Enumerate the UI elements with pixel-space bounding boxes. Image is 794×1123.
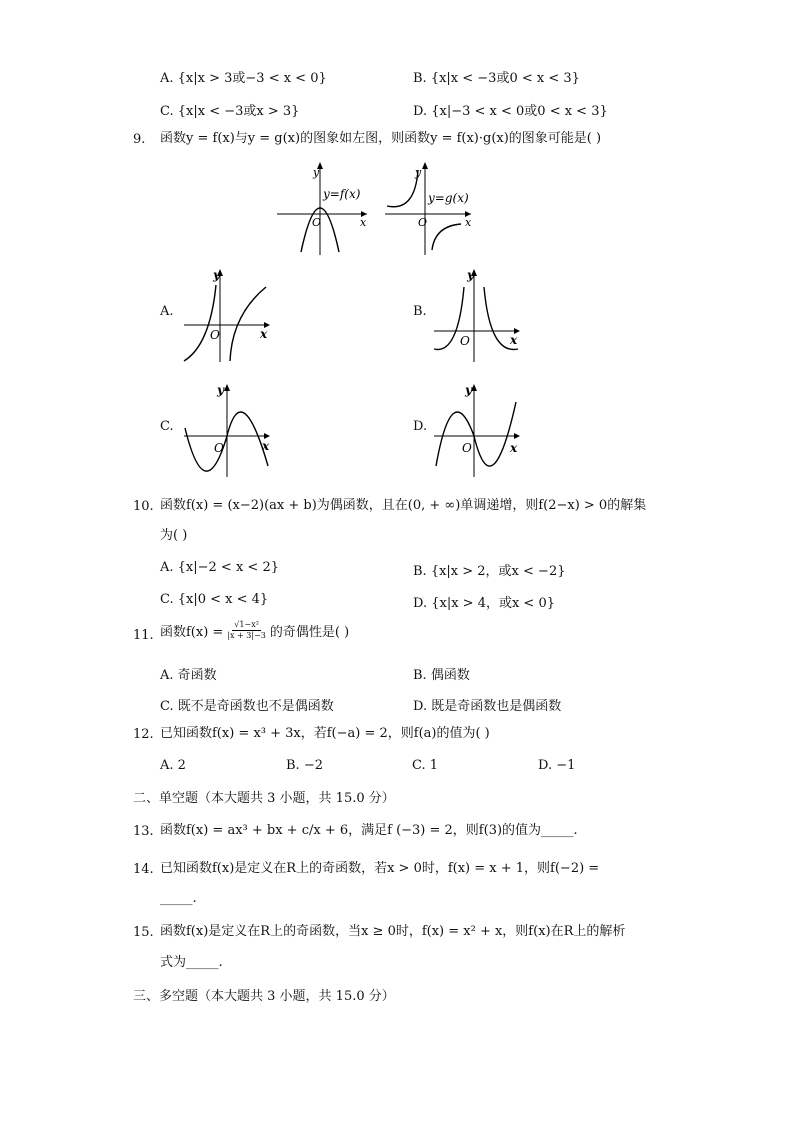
q12-option-b: B. −2 xyxy=(286,758,323,773)
q11-option-a: A. 奇函数 xyxy=(160,668,217,683)
q13-number: 13. xyxy=(133,824,154,839)
q10-option-b: B. {x|x > 2，或x < −2} xyxy=(413,564,566,579)
q9-option-b-label: B. xyxy=(413,304,427,319)
fx-label: y=f(x) xyxy=(323,187,361,201)
gx-graph xyxy=(385,162,472,255)
q15-stem-line1: 函数f(x)是定义在R上的奇函数，当x ≥ 0时，f(x) = x² + x，则f(x)在R上的解析 xyxy=(160,924,626,939)
fx-origin: O xyxy=(312,216,322,229)
q8-option-d: D. {x|−3 < x < 0或0 < x < 3} xyxy=(413,104,608,119)
q10-number: 10. xyxy=(133,499,154,514)
q11-fraction xyxy=(225,620,268,641)
q13-stem: 函数f(x) = ax³ + bx + c/x + 6，满足f (−3) = 2，则f(3)的值为_____. xyxy=(160,823,578,838)
q8-option-b: B. {x|x < −3或0 < x < 3} xyxy=(413,71,580,86)
gx-axis-y: y xyxy=(415,166,422,179)
d-origin: O xyxy=(462,441,472,455)
q11-stem-post: 的奇偶性是( ) xyxy=(269,625,350,640)
q10-option-d: D. {x|x > 4，或x < 0} xyxy=(413,596,555,611)
q9-option-d-label: D. xyxy=(413,419,428,434)
q11-stem-pre: 函数f(x) = xyxy=(160,625,224,640)
q9-option-b-graph xyxy=(430,265,525,365)
q11-stem xyxy=(160,620,349,641)
q9-option-a-graph xyxy=(180,265,275,365)
b-axis-x: x xyxy=(510,333,518,347)
q8-option-a: A. {x|x > 3或−3 < x < 0} xyxy=(160,71,327,86)
d-axis-x: x xyxy=(510,441,518,455)
d-axis-y: y xyxy=(465,383,472,397)
q14-number: 14. xyxy=(133,862,154,877)
gx-label: y=g(x) xyxy=(428,191,469,205)
b-axis-y: y xyxy=(467,268,474,282)
q12-number: 12. xyxy=(133,727,154,742)
q9-option-a-label: A. xyxy=(160,304,174,319)
section-2-heading: 二、单空题（本大题共 3 小题，共 15.0 分） xyxy=(133,791,395,806)
gx-origin: O xyxy=(418,216,428,229)
q11-option-b: B. 偶函数 xyxy=(413,668,470,683)
fx-graph xyxy=(277,162,367,255)
fx-axis-x: x xyxy=(360,216,367,229)
q12-option-a: A. 2 xyxy=(160,758,186,773)
q12-stem: 已知函数f(x) = x³ + 3x，若f(−a) = 2，则f(a)的值为( ) xyxy=(160,726,490,741)
q10-stem-line2: 为( ) xyxy=(160,528,188,543)
fx-axis-y: y xyxy=(313,166,320,179)
q15-stem-line2: 式为_____. xyxy=(160,955,223,970)
a-axis-x: x xyxy=(260,327,268,341)
q8-option-c: C. {x|x < −3或x > 3} xyxy=(160,104,300,119)
c-axis-y: y xyxy=(217,383,224,397)
q12-option-c: C. 1 xyxy=(412,758,439,773)
q11-option-d: D. 既是奇函数也是偶函数 xyxy=(413,699,562,714)
q10-option-a: A. {x|−2 < x < 2} xyxy=(160,560,279,575)
q9-option-c-graph xyxy=(180,380,275,480)
section-3-heading: 三、多空题（本大题共 3 小题，共 15.0 分） xyxy=(133,989,395,1004)
q12-option-d: D. −1 xyxy=(538,758,576,773)
gx-axis-x: x xyxy=(465,216,472,229)
q15-number: 15. xyxy=(133,925,154,940)
q9-stem: 函数y = f(x)与y = g(x)的图象如左图，则函数y = f(x)·g(x)的图象可能是( ) xyxy=(160,131,602,146)
q14-stem-line1: 已知函数f(x)是定义在R上的奇函数，若x > 0时，f(x) = x + 1，则f(−2) = xyxy=(160,861,600,876)
q10-stem-line1: 函数f(x) = (x−2)(ax + b)为偶函数，且在(0, + ∞)单调递增，则f(2−x) > 0的解集 xyxy=(160,498,647,513)
c-axis-x: x xyxy=(262,439,270,453)
q11-option-c: C. 既不是奇函数也不是偶函数 xyxy=(160,699,334,714)
b-origin: O xyxy=(460,334,470,348)
q9-reference-figures xyxy=(275,160,475,260)
a-origin: O xyxy=(210,328,220,342)
q9-option-c-label: C. xyxy=(160,419,174,434)
c-origin: O xyxy=(214,441,224,455)
q9-option-d-graph xyxy=(430,380,525,480)
a-axis-y: y xyxy=(213,268,220,282)
q10-option-c: C. {x|0 < x < 4} xyxy=(160,592,269,607)
q11-fraction-denominator: |x + 3|−3 xyxy=(227,631,266,640)
q11-fraction-numerator: √1−x² xyxy=(234,620,259,629)
q14-stem-line2: _____. xyxy=(160,891,197,906)
q11-number: 11. xyxy=(133,628,154,643)
q9-number: 9. xyxy=(133,132,146,147)
